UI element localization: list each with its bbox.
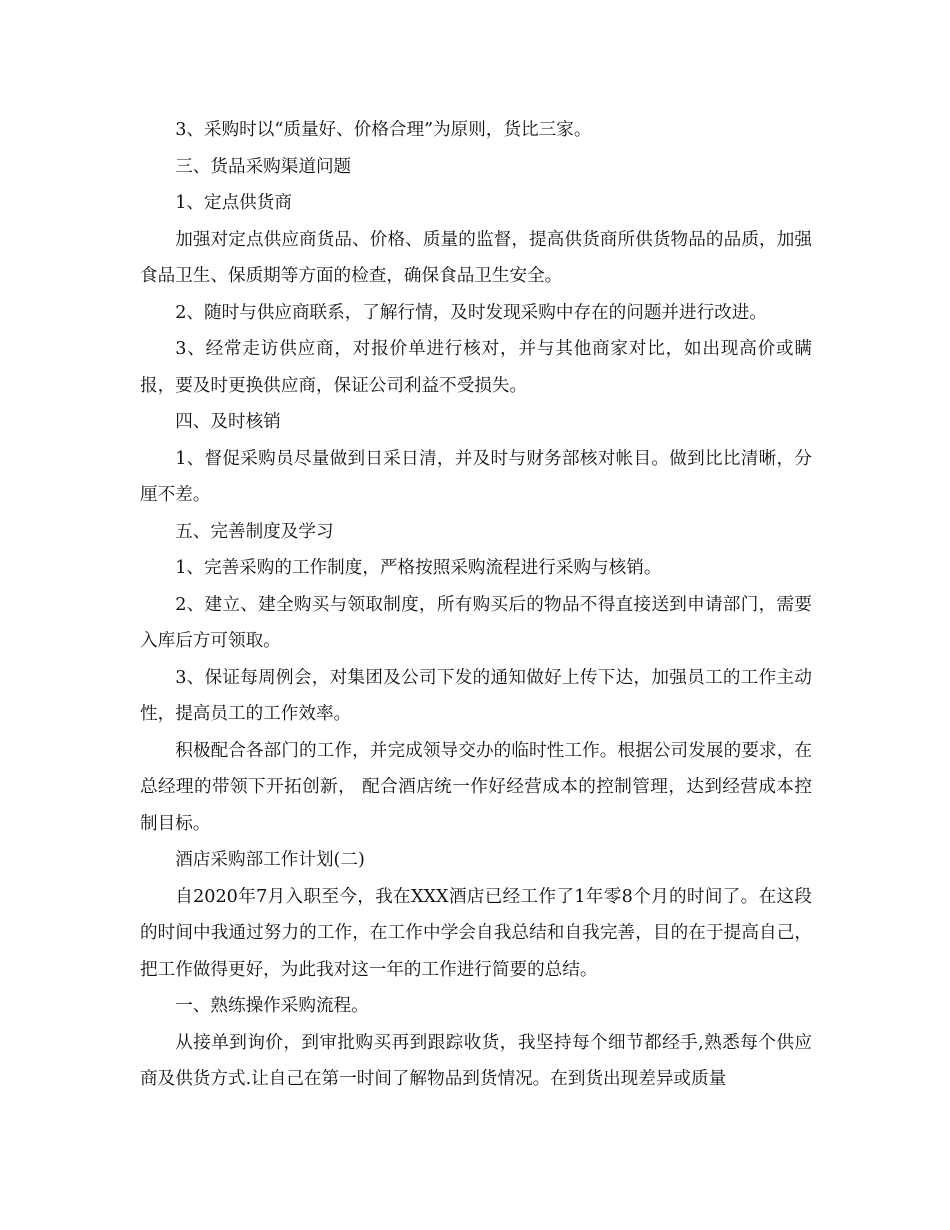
paragraph: 从接单到询价，到审批购买再到跟踪收货，我坚持每个细节都经手,熟悉每个供应商及供货方式.让自己在第一时间了解物品到货情况。在到货出现差异或质量 [140,1032,812,1089]
paragraph: 2、建立、建全购买与领取制度，所有购买后的物品不得直接送到申请部门，需要入库后方可领取。 [140,594,812,651]
document-body [140,112,812,1098]
paragraph: 2、随时与供应商联系，了解行情，及时发现采购中存在的问题并进行改进。 [175,302,767,323]
document-subtitle: 酒店采购部工作计划(二) [175,850,365,870]
paragraph: 3、保证每周例会，对集团及公司下发的通知做好上传下达，加强员工的工作主动性，提高员工的工作效率。 [140,667,812,724]
paragraph: 3、采购时以“质量好、价格合理”为原则，货比三家。 [175,120,592,140]
section-heading: 三、货品采购渠道问题 [175,156,352,177]
paragraph: 3、经常走访供应商，对报价单进行核对，并与其他商家对比，如出现高价或瞒报，要及时更换供应商，保证公司利益不受损失。 [140,339,812,396]
paragraph: 1、督促采购员尽量做到日采日清，并及时与财务部核对帐目。做到比比清晰，分厘不差。 [140,448,812,505]
section-heading: 一、熟练操作采购流程。 [175,996,369,1016]
paragraph: 自2020年7月入职至今，我在XXX酒店已经工作了1年零8个月的时间了。在这段的时间中我通过努力的工作，在工作中学会自我总结和自我完善，目的在于提高自己，把工作做得更好，为此我对这一年的工作进行简要的总结。 [140,886,812,980]
paragraph: 1、完善采购的工作制度，严格按照采购流程进行采购与核销。 [175,558,662,578]
paragraph: 加强对定点供应商货品、价格、质量的监督，提高供货商所供货物品的品质，加强食品卫生、保质期等方面的检查，确保食品卫生安全。 [140,229,812,286]
section-heading: 五、完善制度及学习 [175,521,334,542]
paragraph: 积极配合各部门的工作，并完成领导交办的临时性工作。根据公司发展的要求，在总经理的带领下开拓创新， 配合酒店统一作好经营成本的控制管理，达到经营成本控制目标。 [140,740,812,834]
paragraph: 1、定点供货商 [175,193,292,213]
section-heading: 四、及时核销 [175,412,281,432]
